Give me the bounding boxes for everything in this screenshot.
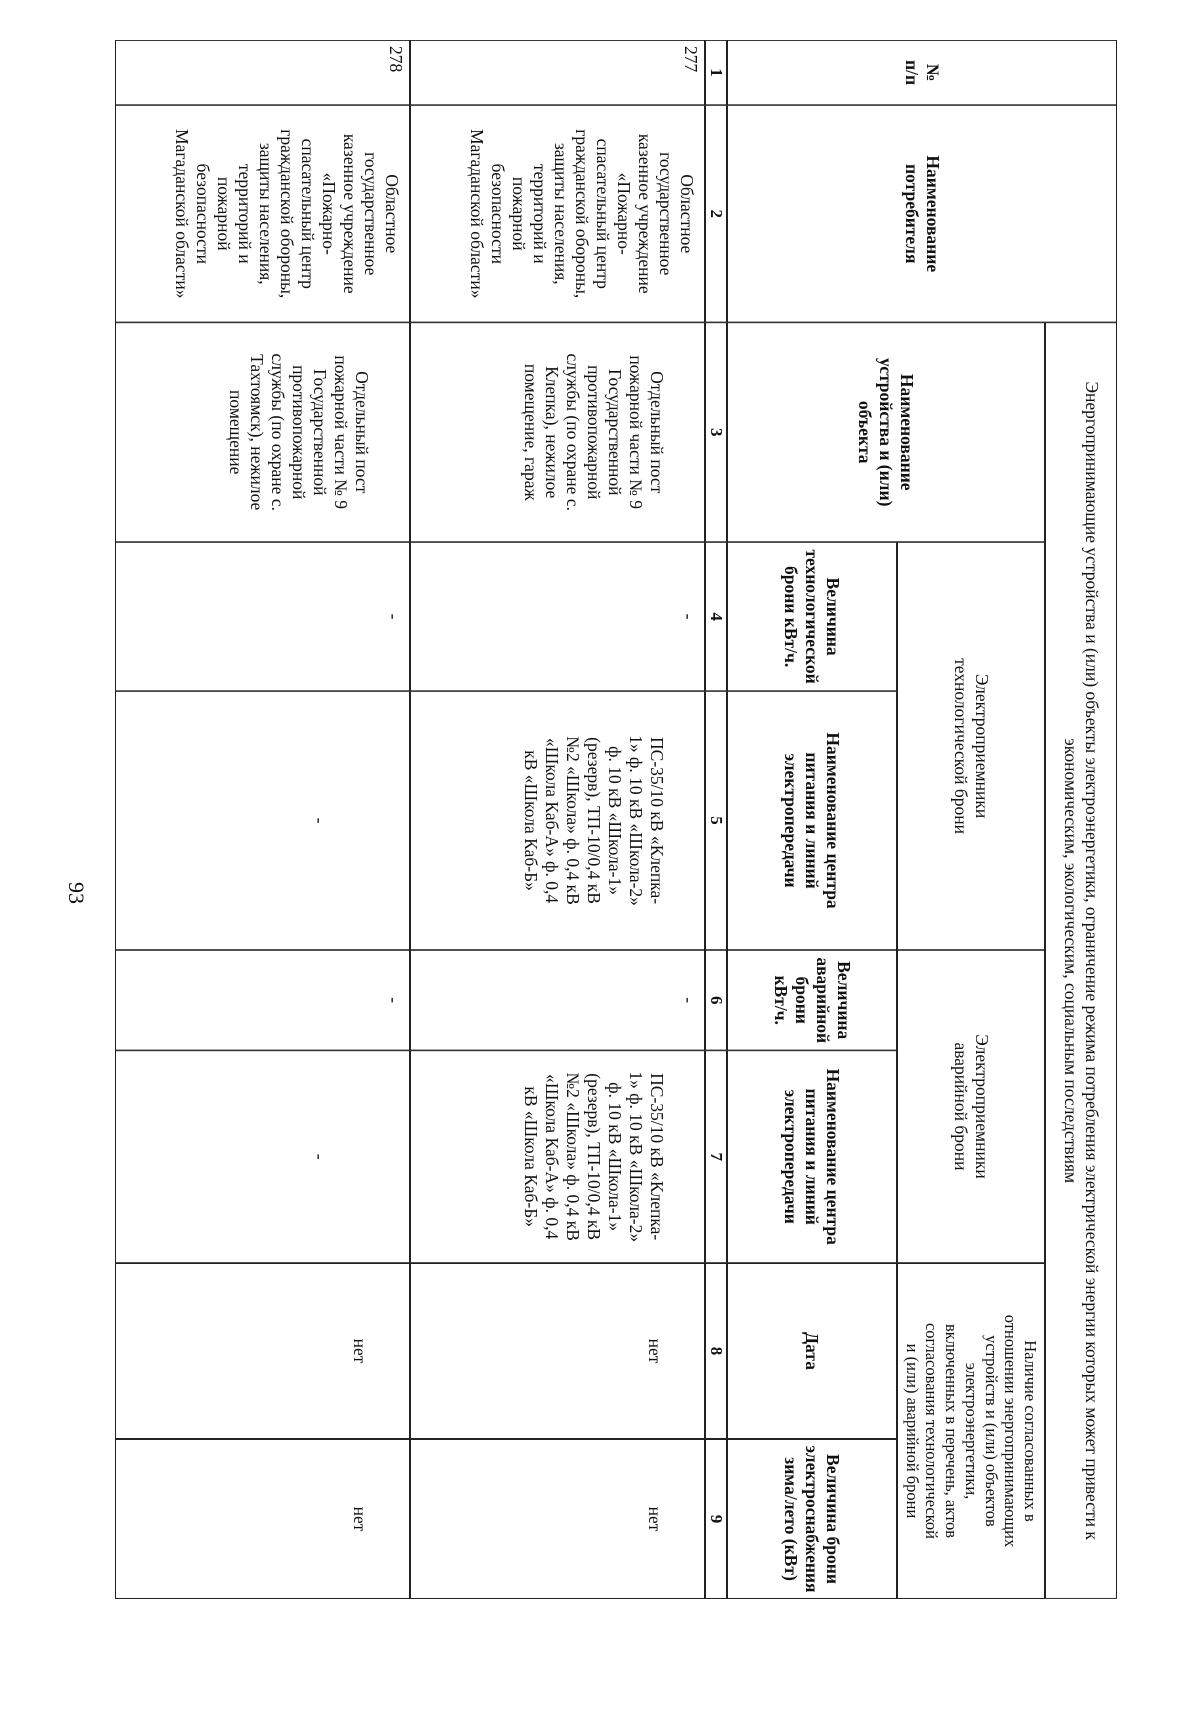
row-277-emerg-value: -: [679, 997, 699, 1004]
row-277-number: 277: [681, 46, 701, 73]
header-group-title: Энергопринимающие устройства и (или) объекты электроэнергетики, ограничение режима потребления электрической энергии которых может привести к экономическим, экологическим, социальным последствиям: [1061, 381, 1102, 1540]
header-tech-value-label: Величина технологической брони кВт/ч.: [781, 549, 844, 684]
colnum-7: 7: [707, 1152, 727, 1161]
header-num-label: № п/п: [902, 60, 943, 86]
header-consumer-label: Наименование потребителя: [902, 155, 943, 273]
row-278-emerg-value: -: [384, 997, 404, 1004]
row-278-object: Отдельный пост пожарной части № 9 Государственной противопожарной службы (по охране с. Тахтоямск), нежилое помещение: [226, 353, 372, 511]
row-277-object: Отдельный пост пожарной части № 9 Государственной противопожарной службы (по охране с. Клепка), нежилое помещение, гараж: [521, 353, 667, 511]
header-emerg-value-label: Величина аварийной брони кВт/ч.: [771, 957, 854, 1044]
row-277-emerg-center: ПС-35/10 кВ «Клепка- 1» ф. 10 кВ «Школа-2» ф. 10 кВ «Школа-1» (резерв), ТП-10/0,4 кВ №2 «Школа» ф. 0,4 кВ «Школа Каб-А» ф. 0,4 кВ «Школа Каб-Б»: [521, 1071, 667, 1243]
header-reserve-label: Величина брони электроснабжения зима/лето (кВт): [781, 1445, 844, 1593]
row-277-consumer: Областное государственное казенное учреждение «Пожарно- спасательный центр гражданской обороны, защиты населения, территорий и пожарной безопасности Магаданской области»: [467, 129, 697, 299]
colnum-2: 2: [707, 209, 727, 219]
row-278-date: нет: [350, 1338, 370, 1364]
row-278-number: 278: [386, 46, 406, 73]
header-tech-center-label: Наименование центра питания и линий электропередачи: [781, 732, 844, 909]
page-number: 93: [64, 882, 89, 904]
colnum-8: 8: [707, 1346, 727, 1356]
header-emerg-group-label: Электроприемники аварийной брони: [951, 1034, 992, 1179]
header-date-label: Дата: [802, 1332, 823, 1370]
colnum-5: 5: [707, 816, 727, 825]
row-277-tech-value: -: [679, 613, 699, 620]
row-277-reserve: нет: [645, 1506, 665, 1532]
colnum-9: 9: [707, 1514, 727, 1524]
header-object-label: Наименование устройства и (или) объекта: [855, 358, 918, 507]
header-tech-group-label: Электроприемники технологической брони: [951, 658, 992, 834]
header-agreed-group-label: Наличие согласованных в отношении энергопринимающих устройств и (или) объектов электроэнергетики, включенных в перечень, актов согласования технологической и (или) аварийной брони: [902, 1314, 1041, 1548]
row-278-tech-center: -: [310, 817, 330, 824]
row-278-emerg-center: -: [310, 1153, 330, 1160]
colnum-4: 4: [707, 612, 727, 621]
row-277-tech-center: ПС-35/10 кВ «Клепка- 1» ф. 10 кВ «Школа-2» ф. 10 кВ «Школа-1» (резерв), ТП-10/0,4 кВ №2 «Школа» ф. 0,4 кВ «Школа Каб-А» ф. 0,4 кВ «Школа Каб-Б»: [521, 735, 667, 906]
colnum-3: 3: [707, 427, 727, 437]
colnum-6: 6: [707, 995, 727, 1005]
colnum-1: 1: [707, 68, 727, 77]
row-277-date: нет: [645, 1338, 665, 1364]
row-278-tech-value: -: [384, 613, 404, 620]
header-emerg-center-label: Наименование центра питания и линий электропередачи: [781, 1068, 844, 1245]
row-278-reserve: нет: [350, 1506, 370, 1532]
row-278-consumer: Областное государственное казенное учреждение «Пожарно- спасательный центр гражданской обороны, защиты населения, территорий и пожарной безопасности Магаданской области»: [172, 129, 402, 299]
